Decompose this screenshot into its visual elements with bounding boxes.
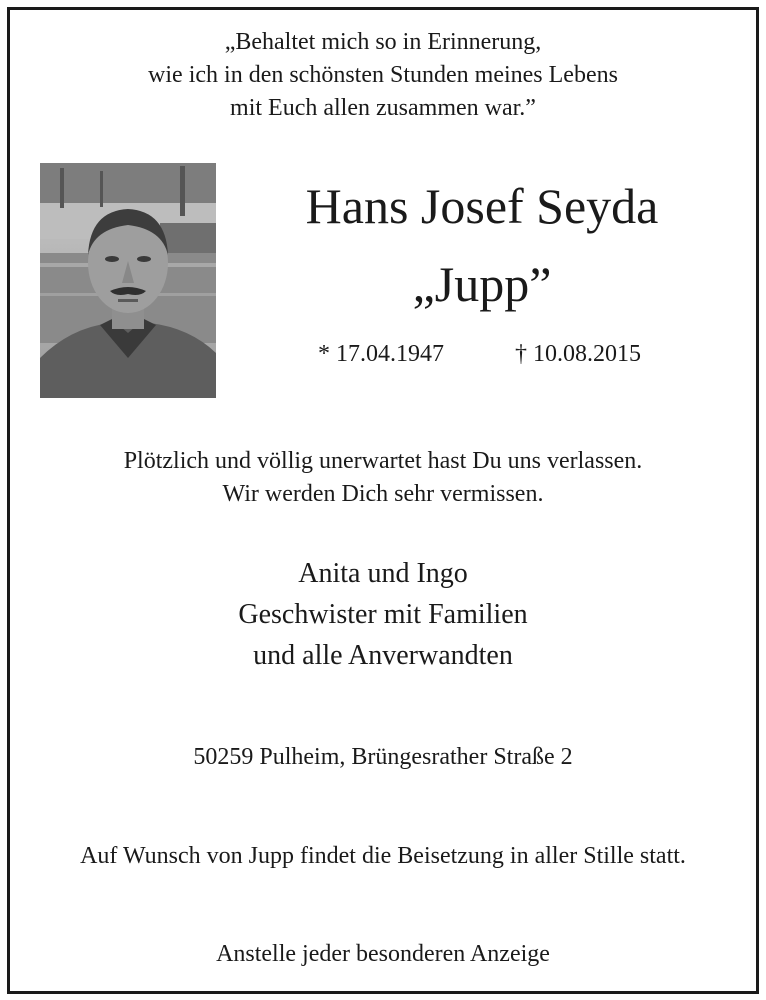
deceased-nickname: „Jupp” (412, 256, 552, 312)
farewell-message (0, 445, 766, 511)
mourner-line: Anita und Ingo (298, 558, 468, 589)
quote-line: mit Euch allen zusammen war.” (230, 95, 536, 121)
message-line: Plötzlich und völlig unerwartet hast Du uns verlassen. (123, 448, 643, 474)
mourner-line: und alle Anverwandten (253, 640, 513, 671)
funeral-note: Auf Wunsch von Jupp findet die Beisetzung in aller Stille statt. (80, 843, 686, 869)
message-line: Wir werden Dich sehr vermissen. (222, 481, 544, 507)
mourner-line: Geschwister mit Familien (238, 599, 528, 630)
announcement-footer: Anstelle jeder besonderen Anzeige (216, 941, 550, 967)
memorial-quote (0, 26, 766, 125)
quote-line: wie ich in den schönsten Stunden meines Lebens (148, 62, 618, 88)
death-date: † 10.08.2015 (515, 341, 641, 367)
birth-date: * 17.04.1947 (318, 341, 444, 367)
mourners-list (0, 553, 766, 676)
deceased-name: Hans Josef Seyda (305, 178, 659, 234)
quote-line: „Behaltet mich so in Erinnerung, (224, 29, 542, 55)
portrait-photo (40, 163, 216, 398)
family-address: 50259 Pulheim, Brüngesrather Straße 2 (193, 744, 573, 770)
portrait-photo-image (40, 163, 216, 398)
